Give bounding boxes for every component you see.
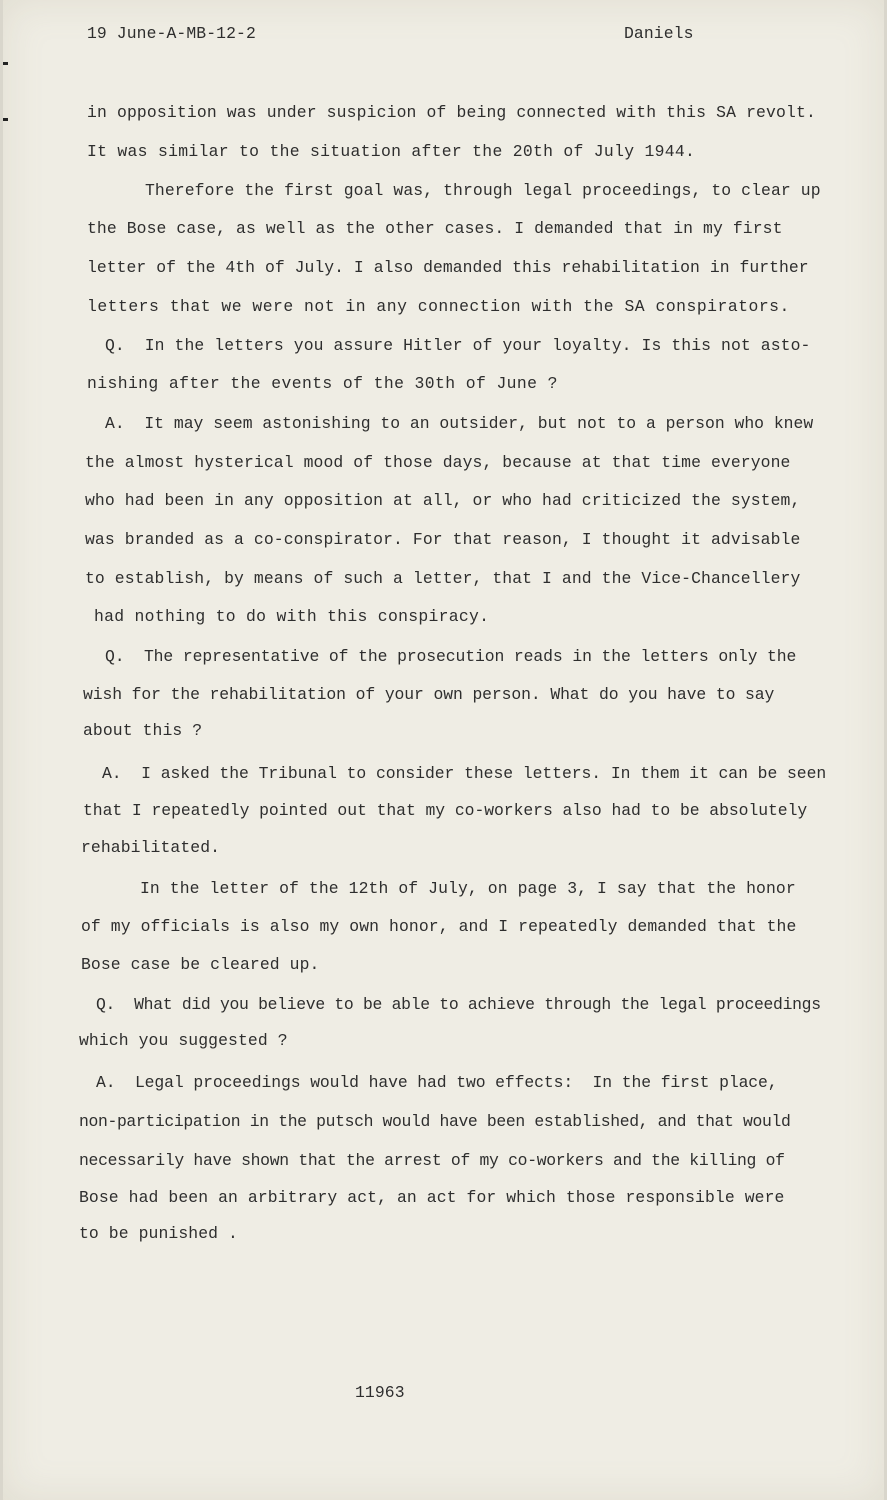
header-author: Daniels: [624, 24, 694, 43]
text-line: letters that we were not in any connection with the SA conspirators.: [87, 297, 790, 316]
text-line: which you suggested ?: [79, 1031, 288, 1050]
text-line: about this ?: [83, 721, 203, 740]
text-line: Q. In the letters you assure Hitler of your loyalty. Is this not asto-: [105, 336, 811, 355]
text-line: Bose case be cleared up.: [81, 955, 320, 974]
text-line: the Bose case, as well as the other cases. I demanded that in my first: [87, 219, 783, 238]
text-line: wish for the rehabilitation of your own person. What do you have to say: [83, 685, 775, 704]
text-line: Q. The representative of the prosecution reads in the letters only the: [105, 647, 797, 666]
text-line: Q. What did you believe to be able to achieve through the legal proceedings: [96, 995, 821, 1014]
text-line: had nothing to do with this conspiracy.: [94, 607, 490, 626]
text-line: In the letter of the 12th of July, on page 3, I say that the honor: [140, 879, 796, 898]
text-line: in opposition was under suspicion of being connected with this SA revolt.: [87, 103, 816, 122]
page-number: 11963: [355, 1383, 405, 1402]
text-line: Therefore the first goal was, through legal proceedings, to clear up: [145, 181, 821, 200]
text-line: letter of the 4th of July. I also demanded this rehabilitation in further: [87, 258, 809, 277]
text-line: non-participation in the putsch would have been established, and that would: [79, 1112, 791, 1131]
document-page: [3, 0, 884, 1500]
text-line: that I repeatedly pointed out that my co-workers also had to be absolutely: [83, 801, 808, 820]
text-line: who had been in any opposition at all, or who had criticized the system,: [85, 491, 801, 510]
text-line: to establish, by means of such a letter, that I and the Vice-Chancellery: [85, 569, 801, 588]
text-line: the almost hysterical mood of those days, because at that time everyone: [85, 453, 791, 472]
punch-mark: [3, 118, 8, 121]
header-reference: 19 June-A-MB-12-2: [87, 24, 256, 43]
text-line: A. I asked the Tribunal to consider these letters. In them it can be seen: [102, 764, 827, 783]
text-line: of my officials is also my own honor, and I repeatedly demanded that the: [81, 917, 797, 936]
text-line: necessarily have shown that the arrest of my co-workers and the killing of: [79, 1151, 785, 1170]
text-line: was branded as a co-conspirator. For that reason, I thought it advisable: [85, 530, 801, 549]
text-line: It was similar to the situation after the 20th of July 1944.: [87, 142, 696, 161]
text-line: nishing after the events of the 30th of June ?: [87, 374, 558, 393]
text-line: Bose had been an arbitrary act, an act for which those responsible were: [79, 1188, 785, 1207]
text-line: A. It may seem astonishing to an outsider, but not to a person who knew: [105, 414, 814, 433]
text-line: A. Legal proceedings would have had two effects: In the first place,: [96, 1073, 778, 1092]
text-line: to be punished .: [79, 1224, 238, 1243]
punch-mark: [3, 62, 8, 65]
text-line: rehabilitated.: [81, 838, 221, 857]
